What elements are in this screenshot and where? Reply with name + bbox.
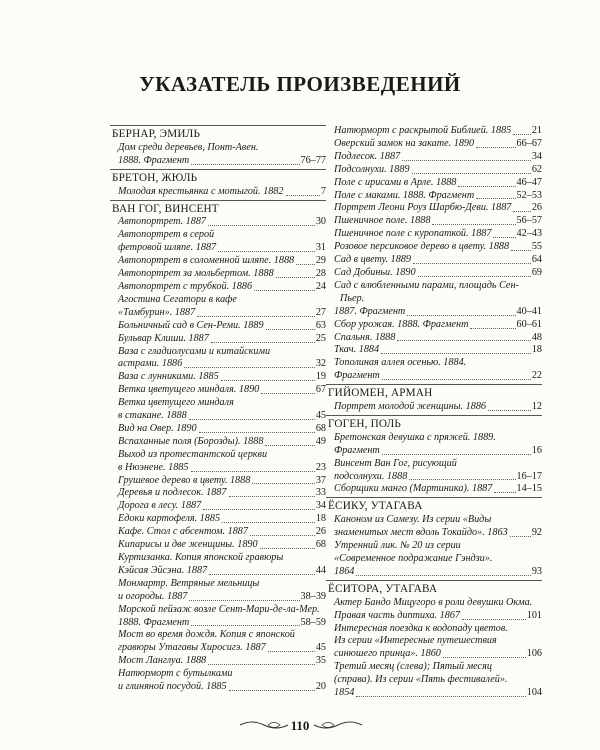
artwork-title: гравюры Утагавы Хиросигэ. 1887 bbox=[118, 642, 266, 654]
dot-leader bbox=[382, 454, 531, 455]
artwork-title: Ветка цветущего миндаля. 1890 bbox=[118, 384, 260, 396]
artwork-title-line: Ваза с гладиолусами и китайскими bbox=[118, 345, 271, 357]
artwork-title: Грушевое дерево в цвету. 1888 bbox=[118, 474, 251, 486]
page-reference: 76–77 bbox=[300, 154, 326, 166]
artwork-title: астрами. 1886 bbox=[118, 358, 183, 370]
artwork-title: 1888. Фрагмент bbox=[118, 154, 190, 166]
artwork-title: Автопортрет с трубкой. 1886 bbox=[118, 280, 253, 292]
dot-leader bbox=[510, 536, 531, 537]
index-section bbox=[326, 580, 542, 700]
artwork-title: Оверский замок на закате. 1890 bbox=[334, 137, 475, 149]
artwork-title: Больничный сад в Сен-Реми. 1889 bbox=[118, 319, 264, 331]
page-number: 110 bbox=[290, 718, 310, 733]
artwork-entry bbox=[110, 229, 326, 255]
dot-leader bbox=[413, 263, 531, 264]
page-reference: 29 bbox=[315, 255, 326, 267]
dot-leader bbox=[488, 410, 531, 411]
artwork-title: Поле с ирисами в Арле. 1888 bbox=[334, 176, 457, 188]
artwork-title: Автопортрет в соломенной шляпе. 1888 bbox=[118, 255, 295, 267]
artwork-entry bbox=[326, 125, 542, 138]
dot-leader bbox=[229, 496, 315, 497]
page-reference: 32 bbox=[315, 358, 326, 370]
artwork-title: фетровой шляпе. 1887 bbox=[118, 242, 217, 254]
page-reference: 23 bbox=[315, 461, 326, 473]
artwork-title: и глиняной посудой. 1885 bbox=[118, 681, 227, 693]
artwork-title-line: Бретонская девушка с пряжей. 1889. bbox=[334, 431, 496, 443]
artwork-title: подсолнухи. 1888 bbox=[334, 470, 408, 482]
artwork-title-line: Ветка цветущего миндаля bbox=[118, 397, 234, 409]
artwork-entry bbox=[110, 526, 326, 539]
artwork-title: Поле с маками. 1888. Фрагмент bbox=[334, 189, 475, 201]
dot-leader bbox=[218, 251, 315, 252]
artwork-title: Вспаханные поля (Борозды). 1888 bbox=[118, 435, 264, 447]
artwork-title-line: Актер Бандо Мицугоро в роли девушки Окмa. bbox=[334, 596, 533, 608]
artwork-entry bbox=[110, 186, 326, 199]
artist-name: ВАН ГОГ, ВИНСЕНТ bbox=[112, 202, 219, 215]
artwork-title: Кипарисы и две женщины. 1890 bbox=[118, 539, 258, 551]
dot-leader bbox=[254, 290, 315, 291]
artwork-entry bbox=[326, 241, 542, 254]
page-reference: 31 bbox=[315, 242, 326, 254]
dot-leader bbox=[381, 353, 531, 354]
dot-leader bbox=[356, 575, 530, 576]
artwork-title: Сад Добиньи. 1890 bbox=[334, 266, 416, 278]
artwork-title: Розовое персиковое дерево в цвету. 1888 bbox=[334, 241, 510, 253]
artwork-entry bbox=[326, 177, 542, 190]
page-reference: 22 bbox=[531, 370, 542, 382]
page-reference: 52–53 bbox=[516, 189, 542, 201]
page-reference: 7 bbox=[320, 185, 326, 197]
page-reference: 45 bbox=[315, 642, 326, 654]
dot-leader bbox=[458, 186, 515, 187]
dot-leader bbox=[252, 483, 314, 484]
dot-leader bbox=[266, 329, 315, 330]
artwork-title: Портрет молодой женщины. 1886 bbox=[334, 401, 487, 413]
page-reference: 106 bbox=[526, 648, 542, 660]
dot-leader bbox=[222, 522, 315, 523]
page-reference: 69 bbox=[531, 266, 542, 278]
page-reference: 37 bbox=[315, 474, 326, 486]
page-reference: 30 bbox=[315, 216, 326, 228]
page-reference: 38–39 bbox=[300, 590, 326, 602]
artwork-entry bbox=[110, 423, 326, 436]
artwork-entry bbox=[110, 216, 326, 229]
artwork-title-line: Агостина Сегатори в кафе bbox=[118, 293, 237, 305]
page-reference: 49 bbox=[315, 435, 326, 447]
dot-leader bbox=[189, 419, 315, 420]
artwork-entry bbox=[326, 164, 542, 177]
artwork-entry bbox=[326, 597, 542, 623]
artwork-title-line: Тополиная аллея осенью. 1884. bbox=[334, 357, 467, 369]
artwork-title: Спальня. 1888 bbox=[334, 331, 396, 343]
dot-leader bbox=[209, 574, 315, 575]
artwork-title: Натюрморт с раскрытой Библией. 1885 bbox=[334, 125, 512, 136]
artwork-title: Автопортрет за мольбертом. 1888 bbox=[118, 268, 274, 280]
artwork-entry bbox=[326, 432, 542, 458]
artwork-title: Фрагмент bbox=[334, 444, 380, 456]
dot-leader bbox=[511, 250, 531, 251]
artwork-title-line: Морской пейзаж возле Сент-Мари-де-ла-Мер. bbox=[118, 603, 320, 615]
dot-leader bbox=[476, 198, 515, 199]
artwork-title: Вид на Овер. 1890 bbox=[118, 422, 197, 434]
artwork-entry bbox=[110, 346, 326, 372]
dot-leader bbox=[189, 600, 299, 601]
artwork-title: 1854 bbox=[334, 687, 355, 699]
dot-leader bbox=[191, 164, 299, 165]
page-reference: 20 bbox=[315, 681, 326, 693]
artwork-entry bbox=[110, 475, 326, 488]
page-reference: 40–41 bbox=[516, 305, 542, 317]
page-reference: 35 bbox=[315, 655, 326, 667]
page-reference: 55 bbox=[531, 241, 542, 253]
artwork-entry bbox=[110, 281, 326, 294]
page-reference: 16–17 bbox=[516, 470, 542, 482]
page-reference: 26 bbox=[315, 526, 326, 538]
artwork-title-line: «Современное подражание Гэндзи». bbox=[334, 553, 493, 564]
artwork-title-line: Третий месяц (слева); Пятый месяц bbox=[334, 661, 492, 673]
artwork-entry bbox=[326, 661, 542, 700]
artwork-title: знаменитых мест вдоль Токайдо». 1863 bbox=[334, 527, 508, 539]
artwork-title-line: Сад с влюбленными парами, площадь Сен-Пьер. bbox=[334, 279, 519, 304]
artwork-entry bbox=[110, 578, 326, 604]
index-section bbox=[110, 125, 326, 168]
artwork-entry bbox=[110, 436, 326, 449]
artwork-entry bbox=[110, 629, 326, 655]
artwork-title: Пшеничное поле с куропаткой. 1887 bbox=[334, 228, 492, 240]
index-column-left bbox=[110, 125, 326, 694]
artwork-entry bbox=[110, 655, 326, 668]
artwork-title-line: Куртизанка. Копия японской гравюры bbox=[118, 552, 284, 563]
dot-leader bbox=[265, 445, 314, 446]
artwork-entry bbox=[326, 332, 542, 345]
artwork-entry bbox=[326, 138, 542, 151]
artwork-title: Подсолнухи. 1889 bbox=[334, 163, 410, 175]
dot-leader bbox=[268, 651, 315, 652]
dot-leader bbox=[191, 625, 299, 626]
index-section bbox=[110, 169, 326, 199]
artwork-entry bbox=[326, 151, 542, 164]
dot-leader bbox=[412, 173, 531, 174]
artwork-entry bbox=[326, 319, 542, 332]
index-section bbox=[326, 384, 542, 414]
artwork-title-line: Винсент Ван Гог, рисующий bbox=[334, 457, 457, 469]
artwork-title: и огороды. 1887 bbox=[118, 590, 188, 602]
page-reference: 34 bbox=[531, 150, 542, 162]
artwork-entry bbox=[110, 320, 326, 333]
artwork-title: Кэйсая Эйсэна. 1887 bbox=[118, 564, 208, 576]
index-section bbox=[326, 125, 542, 383]
page-reference: 19 bbox=[315, 371, 326, 383]
artwork-entry bbox=[110, 513, 326, 526]
page-reference: 12 bbox=[531, 401, 542, 413]
dot-leader bbox=[397, 340, 530, 341]
dot-leader bbox=[356, 696, 525, 697]
dot-leader bbox=[407, 315, 515, 316]
page-reference: 66–67 bbox=[516, 137, 542, 149]
page-reference: 58–59 bbox=[300, 616, 326, 628]
artwork-title: в Нюэнене. 1885 bbox=[118, 461, 189, 473]
artwork-title: 1887. Фрагмент bbox=[334, 305, 406, 317]
artwork-title: 1864 bbox=[334, 565, 355, 577]
page-reference: 25 bbox=[315, 332, 326, 344]
artwork-title-line: Каноном из Самезу. Из серии «Виды bbox=[334, 514, 492, 526]
artwork-title: Молодая крестьянка с мотыгой. 1882 bbox=[118, 185, 284, 197]
artwork-title: 1888. Фрагмент bbox=[118, 616, 190, 628]
page-reference: 18 bbox=[531, 344, 542, 356]
artwork-entry bbox=[110, 552, 326, 578]
dot-leader bbox=[443, 657, 526, 658]
artwork-title-line: Натюрморт с бутылками bbox=[118, 668, 233, 680]
artist-name: БРЕТОН, ЖЮЛЬ bbox=[112, 171, 198, 184]
right-ornament-icon bbox=[312, 719, 364, 731]
artwork-entry bbox=[110, 384, 326, 397]
page-reference: 93 bbox=[531, 565, 542, 577]
artwork-entry bbox=[326, 190, 542, 203]
page-reference: 46–47 bbox=[516, 176, 542, 188]
dot-leader bbox=[432, 224, 515, 225]
dot-leader bbox=[493, 237, 515, 238]
page-reference: 34 bbox=[315, 500, 326, 512]
dot-leader bbox=[191, 471, 315, 472]
dot-leader bbox=[203, 509, 315, 510]
page-reference: 48 bbox=[531, 331, 542, 343]
artwork-entry bbox=[110, 142, 326, 168]
page-reference: 28 bbox=[315, 268, 326, 280]
artwork-entry bbox=[110, 500, 326, 513]
artwork-entry bbox=[326, 267, 542, 280]
artwork-entry bbox=[326, 540, 542, 579]
dot-leader bbox=[184, 367, 315, 368]
artwork-title: «Тамбурин». 1887 bbox=[118, 306, 196, 318]
dot-leader bbox=[296, 264, 315, 265]
index-section bbox=[326, 415, 542, 496]
page-reference: 21 bbox=[531, 125, 542, 136]
artwork-title-line: Монмартр. Ветряные мельницы bbox=[118, 577, 260, 589]
artwork-entry bbox=[326, 202, 542, 215]
artwork-entry bbox=[326, 458, 542, 484]
dot-leader bbox=[276, 277, 315, 278]
dot-leader bbox=[409, 479, 515, 480]
artwork-title: синюшего принца». 1860 bbox=[334, 648, 441, 660]
dot-leader bbox=[382, 379, 531, 380]
artwork-title: Ваза с лунниками. 1885 bbox=[118, 371, 219, 383]
artwork-title: Портрет Леони Роуз Шарбю-Деви. 1887 bbox=[334, 202, 512, 214]
dot-leader bbox=[513, 134, 531, 135]
artist-name: ЁСИКУ, УТАГАВА bbox=[328, 500, 423, 513]
artwork-title-line: Интересная поездка к водопаду цветов. bbox=[334, 622, 508, 634]
artwork-title-line: (справа). Из серии «Пять фестивалей». bbox=[334, 674, 508, 686]
artwork-entry bbox=[110, 371, 326, 384]
artwork-entry bbox=[326, 280, 542, 319]
artwork-title: Подлесок. 1887 bbox=[334, 150, 401, 162]
dot-leader bbox=[261, 393, 315, 394]
dot-leader bbox=[208, 664, 315, 665]
artwork-title: Мост Ланглуа. 1888 bbox=[118, 655, 207, 667]
index-column-right bbox=[326, 125, 542, 700]
page-reference: 44 bbox=[315, 564, 326, 576]
artwork-entry bbox=[326, 483, 542, 496]
artwork-entry bbox=[110, 255, 326, 268]
page-title: УКАЗАТЕЛЬ ПРОИЗВЕДЕНИЙ bbox=[139, 72, 461, 96]
artwork-title-line: Выход из протестантской церкви bbox=[118, 448, 268, 460]
dot-leader bbox=[513, 211, 530, 212]
page-reference: 42–43 bbox=[516, 228, 542, 240]
artwork-title-line: Дом среди деревьев, Понт-Авен. bbox=[118, 141, 259, 153]
artist-name: ЁСИТОРА, УТАГАВА bbox=[328, 582, 438, 595]
page-reference: 24 bbox=[315, 280, 326, 292]
artwork-title: Ткач. 1884 bbox=[334, 344, 380, 356]
artwork-entry bbox=[326, 344, 542, 357]
artwork-title: в стакане. 1888 bbox=[118, 410, 187, 422]
page-reference: 64 bbox=[531, 254, 542, 266]
artwork-entry bbox=[326, 215, 542, 228]
artwork-entry bbox=[110, 487, 326, 500]
artwork-title: Правая часть диптиха. 1867 bbox=[334, 609, 461, 621]
page-reference: 68 bbox=[315, 539, 326, 551]
artwork-entry bbox=[110, 268, 326, 281]
dot-leader bbox=[462, 619, 526, 620]
artwork-title: Дорога в лесу. 1887 bbox=[118, 500, 202, 512]
page-reference: 14–15 bbox=[516, 483, 542, 495]
dot-leader bbox=[208, 225, 315, 226]
artwork-entry bbox=[326, 228, 542, 241]
artwork-entry bbox=[326, 514, 542, 540]
artwork-entry bbox=[326, 623, 542, 662]
artwork-title: Пшеничное поле. 1888 bbox=[334, 215, 431, 227]
artwork-title-line: Утренний лик. № 20 из серии bbox=[334, 540, 461, 552]
dot-leader bbox=[221, 380, 315, 381]
artwork-entry bbox=[110, 449, 326, 475]
dot-leader bbox=[286, 195, 320, 196]
page-reference: 33 bbox=[315, 487, 326, 499]
page-reference: 62 bbox=[531, 163, 542, 175]
page-reference: 56–57 bbox=[516, 215, 542, 227]
artwork-title: Деревья и подлесок. 1887 bbox=[118, 487, 227, 499]
dot-leader bbox=[476, 147, 515, 148]
index-section bbox=[326, 497, 542, 578]
page-reference: 27 bbox=[315, 306, 326, 318]
dot-leader bbox=[260, 548, 315, 549]
dot-leader bbox=[199, 432, 315, 433]
page-reference: 60–61 bbox=[516, 318, 542, 330]
index-section bbox=[110, 200, 326, 694]
artwork-title: Фрагмент bbox=[334, 370, 380, 382]
artwork-entry bbox=[326, 254, 542, 267]
dot-leader bbox=[494, 492, 515, 493]
artwork-title: Сад в цвету. 1889 bbox=[334, 254, 411, 266]
artwork-entry bbox=[110, 604, 326, 630]
page-reference: 18 bbox=[315, 513, 326, 525]
artwork-entry bbox=[110, 333, 326, 346]
artist-name: ГИЙОМЕН, АРМАН bbox=[328, 387, 433, 400]
dot-leader bbox=[211, 342, 315, 343]
page-reference: 68 bbox=[315, 422, 326, 434]
artist-name: БЕРНАР, ЭМИЛЬ bbox=[112, 128, 201, 140]
artwork-title: Сборщики манго (Мартиника). 1887 bbox=[334, 483, 493, 495]
dot-leader bbox=[250, 535, 315, 536]
dot-leader bbox=[402, 160, 531, 161]
dot-leader bbox=[470, 328, 515, 329]
artwork-title: Едоки картофеля. 1885 bbox=[118, 513, 221, 525]
page-reference: 67 bbox=[315, 384, 326, 396]
artwork-title: Бульвар Клиши. 1887 bbox=[118, 332, 209, 344]
page-reference: 92 bbox=[531, 527, 542, 539]
artwork-entry bbox=[110, 668, 326, 694]
dot-leader bbox=[197, 316, 315, 317]
dot-leader bbox=[418, 276, 531, 277]
artwork-title-line: Мост во время дождя. Копия с японской bbox=[118, 629, 295, 641]
artist-name: ГОГЕН, ПОЛЬ bbox=[328, 417, 402, 430]
artwork-title: Автопортрет. 1887 bbox=[118, 216, 207, 228]
artwork-entry bbox=[110, 294, 326, 320]
page-reference: 104 bbox=[526, 687, 542, 699]
page-reference: 45 bbox=[315, 410, 326, 422]
page-reference: 26 bbox=[531, 202, 542, 214]
dot-leader bbox=[229, 690, 315, 691]
page-reference: 16 bbox=[531, 444, 542, 456]
artwork-entry bbox=[326, 401, 542, 414]
artwork-title: Сбор урожая. 1888. Фрагмент bbox=[334, 318, 469, 330]
artwork-title-line: Из серии «Интересные путешествия bbox=[334, 635, 497, 647]
artwork-entry bbox=[110, 397, 326, 423]
artwork-title: Кафе. Стол с абсентом. 1887 bbox=[118, 526, 248, 538]
page-reference: 101 bbox=[526, 609, 542, 621]
artwork-title-line: Автопортрет в серой bbox=[118, 229, 215, 241]
artwork-entry bbox=[110, 539, 326, 552]
page-reference: 63 bbox=[315, 319, 326, 331]
artwork-entry bbox=[326, 357, 542, 383]
